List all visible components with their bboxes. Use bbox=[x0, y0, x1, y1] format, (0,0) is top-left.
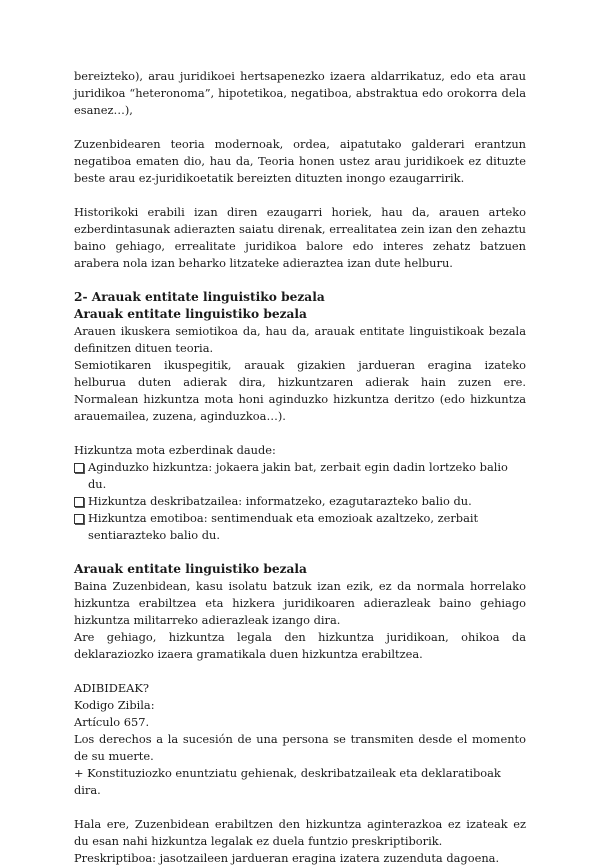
paragraph-historical: Historikoki erabili izan diren ezaugarri horiek, hau da, arauen arteko ezberdintasunak adierazten saiatu direnak, errealitatea zein izan den zehaztu baino gehiago, errealitate juridikoa balore edo interes zehatz batzuen arabera nola izan beharko litzateke adieraztea izan dute helburu. bbox=[74, 205, 526, 270]
paragraph-semiotic-definition: Arauen ikuskera semiotikoa da, hau da, arauak entitate linguistikoak bezala definitzen dituen teoria. bbox=[74, 324, 526, 355]
checkbox-bullet-icon bbox=[74, 514, 84, 524]
list-item: Aginduzko hizkuntza: jokaera jakin bat, zerbait egin dadin lortzeko balio du. bbox=[74, 459, 526, 493]
paragraph-legal-language: Are gehiago, hizkuntza legala den hizkuntza juridikoan, ohikoa da deklaraziozko izaera gramatikala duen hizkuntza erabiltzea. bbox=[74, 630, 526, 661]
paragraph-continuation: bereizteko), arau juridikoei hertsapenezko izaera aldarrikatuz, edo eta arau juridikoa “heteronoma”, hipotetikoa, negatiboa, abstraktua edo orokorra dela esanez…), bbox=[74, 69, 526, 117]
paragraph-prescriptive: Preskriptiboa: jasotzaileen jardueran eragina izatera zuzenduta dagoena. bbox=[74, 851, 500, 865]
paragraph-semiotic-view: Semiotikaren ikuspegitik, arauak gizakien jardueran eragina izateko helburua duten adierak dira, hizkuntzaren adierak hain zuzen ere. Normalean hizkuntza mota honi aginduzko hizkuntza deritzo (edo hizkuntza arauemailea, zuzena, aginduzkoa…). bbox=[74, 358, 526, 423]
examples-title: ADIBIDEAK? bbox=[74, 681, 150, 695]
list-intro: Hizkuntza mota ezberdinak daude: bbox=[74, 443, 276, 457]
examples-note: + Konstituziozko enuntziatu gehienak, deskribatzaileak eta deklaratiboak dira. bbox=[74, 766, 501, 797]
examples-article: Artículo 657. bbox=[74, 715, 150, 729]
paragraph-modern-theory: Zuzenbidearen teoria modernoak, ordea, aipatutako galderari erantzun negatiboa ematen dio, hau da, Teoria honen ustez arau juridikoek ez dituzte beste arau ez-juridikoetatik bereizten dituzten inongo ezaugarririk. bbox=[74, 137, 526, 185]
paragraph-however: Hala ere, Zuzenbidean erabiltzen den hizkuntza aginterazkoa ez izateak ez du esan nahi hizkuntza legalak ez duela funtzio preskriptiborik. bbox=[74, 817, 526, 848]
checkbox-bullet-icon bbox=[74, 463, 84, 473]
subsection-heading: Arauak entitate linguistiko bezala bbox=[74, 307, 307, 321]
paragraph-zuzenbidea: Baina Zuzenbidean, kasu isolatu batzuk izan ezik, ez da normala horrelako hizkuntza erabiltzea eta hizkera juridikoaren adierazleak baino gehiago hizkuntza militarreko adierazleak izango dira. bbox=[74, 579, 526, 627]
checkbox-bullet-icon bbox=[74, 497, 84, 507]
examples-text: Los derechos a la sucesión de una persona se transmiten desde el momento de su muerte. bbox=[74, 732, 526, 763]
list-item: Hizkuntza emotiboa: sentimenduak eta emozioak azaltzeko, zerbait sentiarazteko balio du. bbox=[74, 510, 526, 544]
examples-code: Kodigo Zibila: bbox=[74, 698, 155, 712]
list-item: Hizkuntza deskribatzailea: informatzeko, ezagutarazteko balio du. bbox=[74, 493, 526, 510]
section-heading: 2- Arauak entitate linguistiko bezala bbox=[74, 290, 325, 304]
subsection-heading-2: Arauak entitate linguistiko bezala bbox=[74, 562, 307, 576]
